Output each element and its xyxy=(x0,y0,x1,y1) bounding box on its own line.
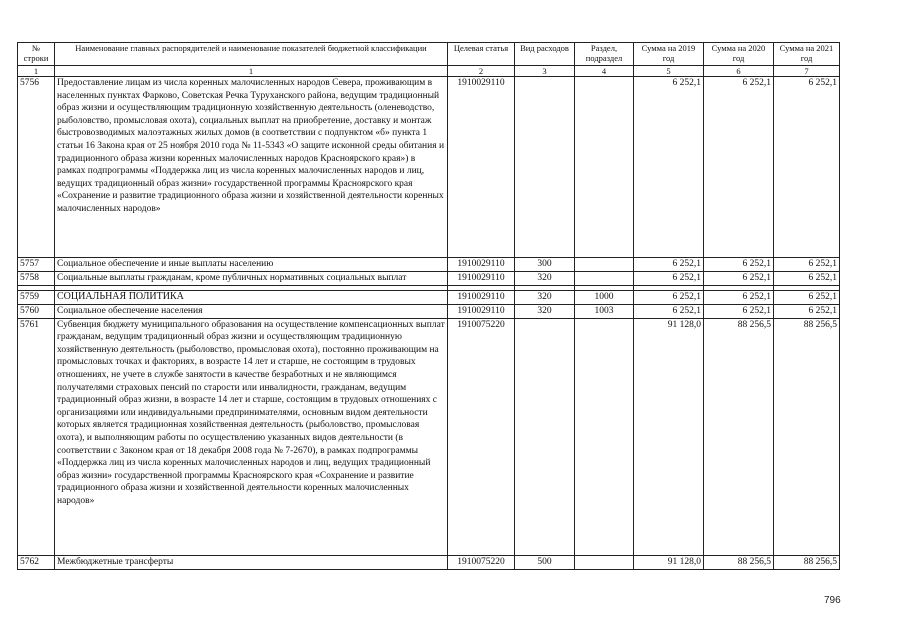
row-name: СОЦИАЛЬНАЯ ПОЛИТИКА xyxy=(55,291,448,305)
table-row xyxy=(18,305,840,319)
header-target-article: Целевая статья xyxy=(448,43,515,66)
row-sum-2021: 6 252,1 xyxy=(774,305,840,319)
row-sum-2019: 6 252,1 xyxy=(634,258,704,272)
table-row xyxy=(18,555,840,569)
row-sum-2020: 6 252,1 xyxy=(704,291,774,305)
row-number: 5760 xyxy=(18,305,55,319)
row-sum-2020: 6 252,1 xyxy=(704,77,774,258)
header-sum-2021: Сумма на 2021 год xyxy=(774,43,840,66)
table-row xyxy=(18,291,840,305)
row-number: 5757 xyxy=(18,258,55,272)
row-sum-2019: 6 252,1 xyxy=(634,77,704,258)
row-sum-2021: 6 252,1 xyxy=(774,291,840,305)
table-row xyxy=(18,272,840,286)
row-sum-2021: 88 256,5 xyxy=(774,555,840,569)
header-sum-2020: Сумма на 2020 год xyxy=(704,43,774,66)
column-number: 6 xyxy=(704,66,774,77)
row-expense-type xyxy=(515,318,575,555)
row-target-article: 1910029110 xyxy=(448,258,515,272)
row-expense-type: 300 xyxy=(515,258,575,272)
row-expense-type: 500 xyxy=(515,555,575,569)
column-number: 7 xyxy=(774,66,840,77)
header-name: Наименование главных распорядителей и наименование показателей бюджетной классификации xyxy=(55,43,448,66)
column-number: 5 xyxy=(634,66,704,77)
row-section xyxy=(575,555,634,569)
header-section: Раздел, подраздел xyxy=(575,43,634,66)
header-sum-2019: Сумма на 2019 год xyxy=(634,43,704,66)
header-expense-type: Вид расходов xyxy=(515,43,575,66)
row-section xyxy=(575,318,634,555)
row-sum-2020: 6 252,1 xyxy=(704,258,774,272)
row-sum-2021: 6 252,1 xyxy=(774,77,840,258)
table-row xyxy=(18,258,840,272)
row-target-article: 1910029110 xyxy=(448,291,515,305)
column-number: 2 xyxy=(448,66,515,77)
row-sum-2020: 88 256,5 xyxy=(704,555,774,569)
row-name: Предоставление лицам из числа коренных малочисленных народов Севера, проживающим в населенных пунктах Фарково, Советская Речка Туруханского района, ведущим традиционный образ жизни и осуществляющим традиционную хозяйственную деятельность (оленеводство, рыболовство, промысловая охота), социальных выплат на приобретение, доставку и монтаж быстровозводимых малоэтажных жилых домов (в соответствии с подпунктом «б» пункта 1 статьи 16 Закона края от 25 ноября 2010 года № 11-5343 «О защите исконной среды обитания и традиционного образа жизни коренных малочисленных народов Красноярского края») в рамках подпрограммы «Поддержка лиц из числа коренных малочисленных народов и лиц, ведущих традиционный образ жизни» государственной программы Красноярского края «Сохранение и развитие традиционного образа жизни и хозяйственной деятельности коренных малочисленных народов» xyxy=(55,77,448,258)
row-section xyxy=(575,272,634,286)
row-sum-2021: 6 252,1 xyxy=(774,272,840,286)
row-sum-2021: 88 256,5 xyxy=(774,318,840,555)
column-number: 1 xyxy=(55,66,448,77)
row-sum-2019: 91 128,0 xyxy=(634,318,704,555)
page-number: 796 xyxy=(824,595,841,606)
row-target-article: 1910075220 xyxy=(448,555,515,569)
row-expense-type: 320 xyxy=(515,291,575,305)
table-header-row xyxy=(18,43,840,66)
row-number: 5756 xyxy=(18,77,55,258)
column-number-row xyxy=(18,66,840,77)
budget-table xyxy=(17,42,840,570)
row-name: Межбюджетные трансферты xyxy=(55,555,448,569)
row-section xyxy=(575,258,634,272)
row-target-article: 1910029110 xyxy=(448,272,515,286)
row-sum-2020: 6 252,1 xyxy=(704,305,774,319)
row-name: Социальное обеспечение населения xyxy=(55,305,448,319)
row-section: 1003 xyxy=(575,305,634,319)
row-target-article: 1910029110 xyxy=(448,77,515,258)
row-number: 5762 xyxy=(18,555,55,569)
table-row xyxy=(18,318,840,555)
row-name: Субвенция бюджету муниципального образования на осуществление компенсационных выплат гражданам, ведущим традиционный образ жизни и осуществляющим традиционную хозяйственную деятельность (рыболовство, промысловая охота), постоянно проживающим на промысловых точках и факториях, в возрасте 14 лет и старше, не состоящим в трудовых отношениях, не учете в службе занятости в качестве безработных и не являющимся получателями страховых пенсий по старости или инвалидности, гражданам, ведущим традиционный образ жизни, в возрасте 14 лет и старше, состоящим в трудовых отношениях с организациями или индивидуальными предпринимателями, основным видом деятельности которых является традиционная хозяйственная деятельность (рыболовство, промысловая охота), и выполняющим работы по осуществлению указанных видов деятельности (в соответствии с Законом края от 18 декабря 2008 года № 7-2670), в рамках подпрограммы «Поддержка лиц из числа коренных малочисленных народов и лиц, ведущих традиционный образ жизни» государственной программы Красноярского края «Сохранение и развитие традиционного образа жизни и хозяйственной деятельности коренных малочисленных народов» xyxy=(55,318,448,555)
row-sum-2021: 6 252,1 xyxy=(774,258,840,272)
row-sum-2020: 6 252,1 xyxy=(704,272,774,286)
row-expense-type: 320 xyxy=(515,305,575,319)
row-expense-type xyxy=(515,77,575,258)
header-row-no: № строки xyxy=(18,43,55,66)
row-sum-2019: 6 252,1 xyxy=(634,305,704,319)
row-target-article: 1910029110 xyxy=(448,305,515,319)
row-expense-type: 320 xyxy=(515,272,575,286)
row-sum-2019: 91 128,0 xyxy=(634,555,704,569)
row-target-article: 1910075220 xyxy=(448,318,515,555)
row-number: 5759 xyxy=(18,291,55,305)
column-number: 3 xyxy=(515,66,575,77)
row-section: 1000 xyxy=(575,291,634,305)
row-sum-2020: 88 256,5 xyxy=(704,318,774,555)
row-sum-2019: 6 252,1 xyxy=(634,291,704,305)
row-section xyxy=(575,77,634,258)
row-number: 5758 xyxy=(18,272,55,286)
row-name: Социальное обеспечение и иные выплаты населению xyxy=(55,258,448,272)
row-name: Социальные выплаты гражданам, кроме публичных нормативных социальных выплат xyxy=(55,272,448,286)
table-row xyxy=(18,77,840,258)
column-number: 4 xyxy=(575,66,634,77)
row-sum-2019: 6 252,1 xyxy=(634,272,704,286)
column-number: 1 xyxy=(18,66,55,77)
row-number: 5761 xyxy=(18,318,55,555)
